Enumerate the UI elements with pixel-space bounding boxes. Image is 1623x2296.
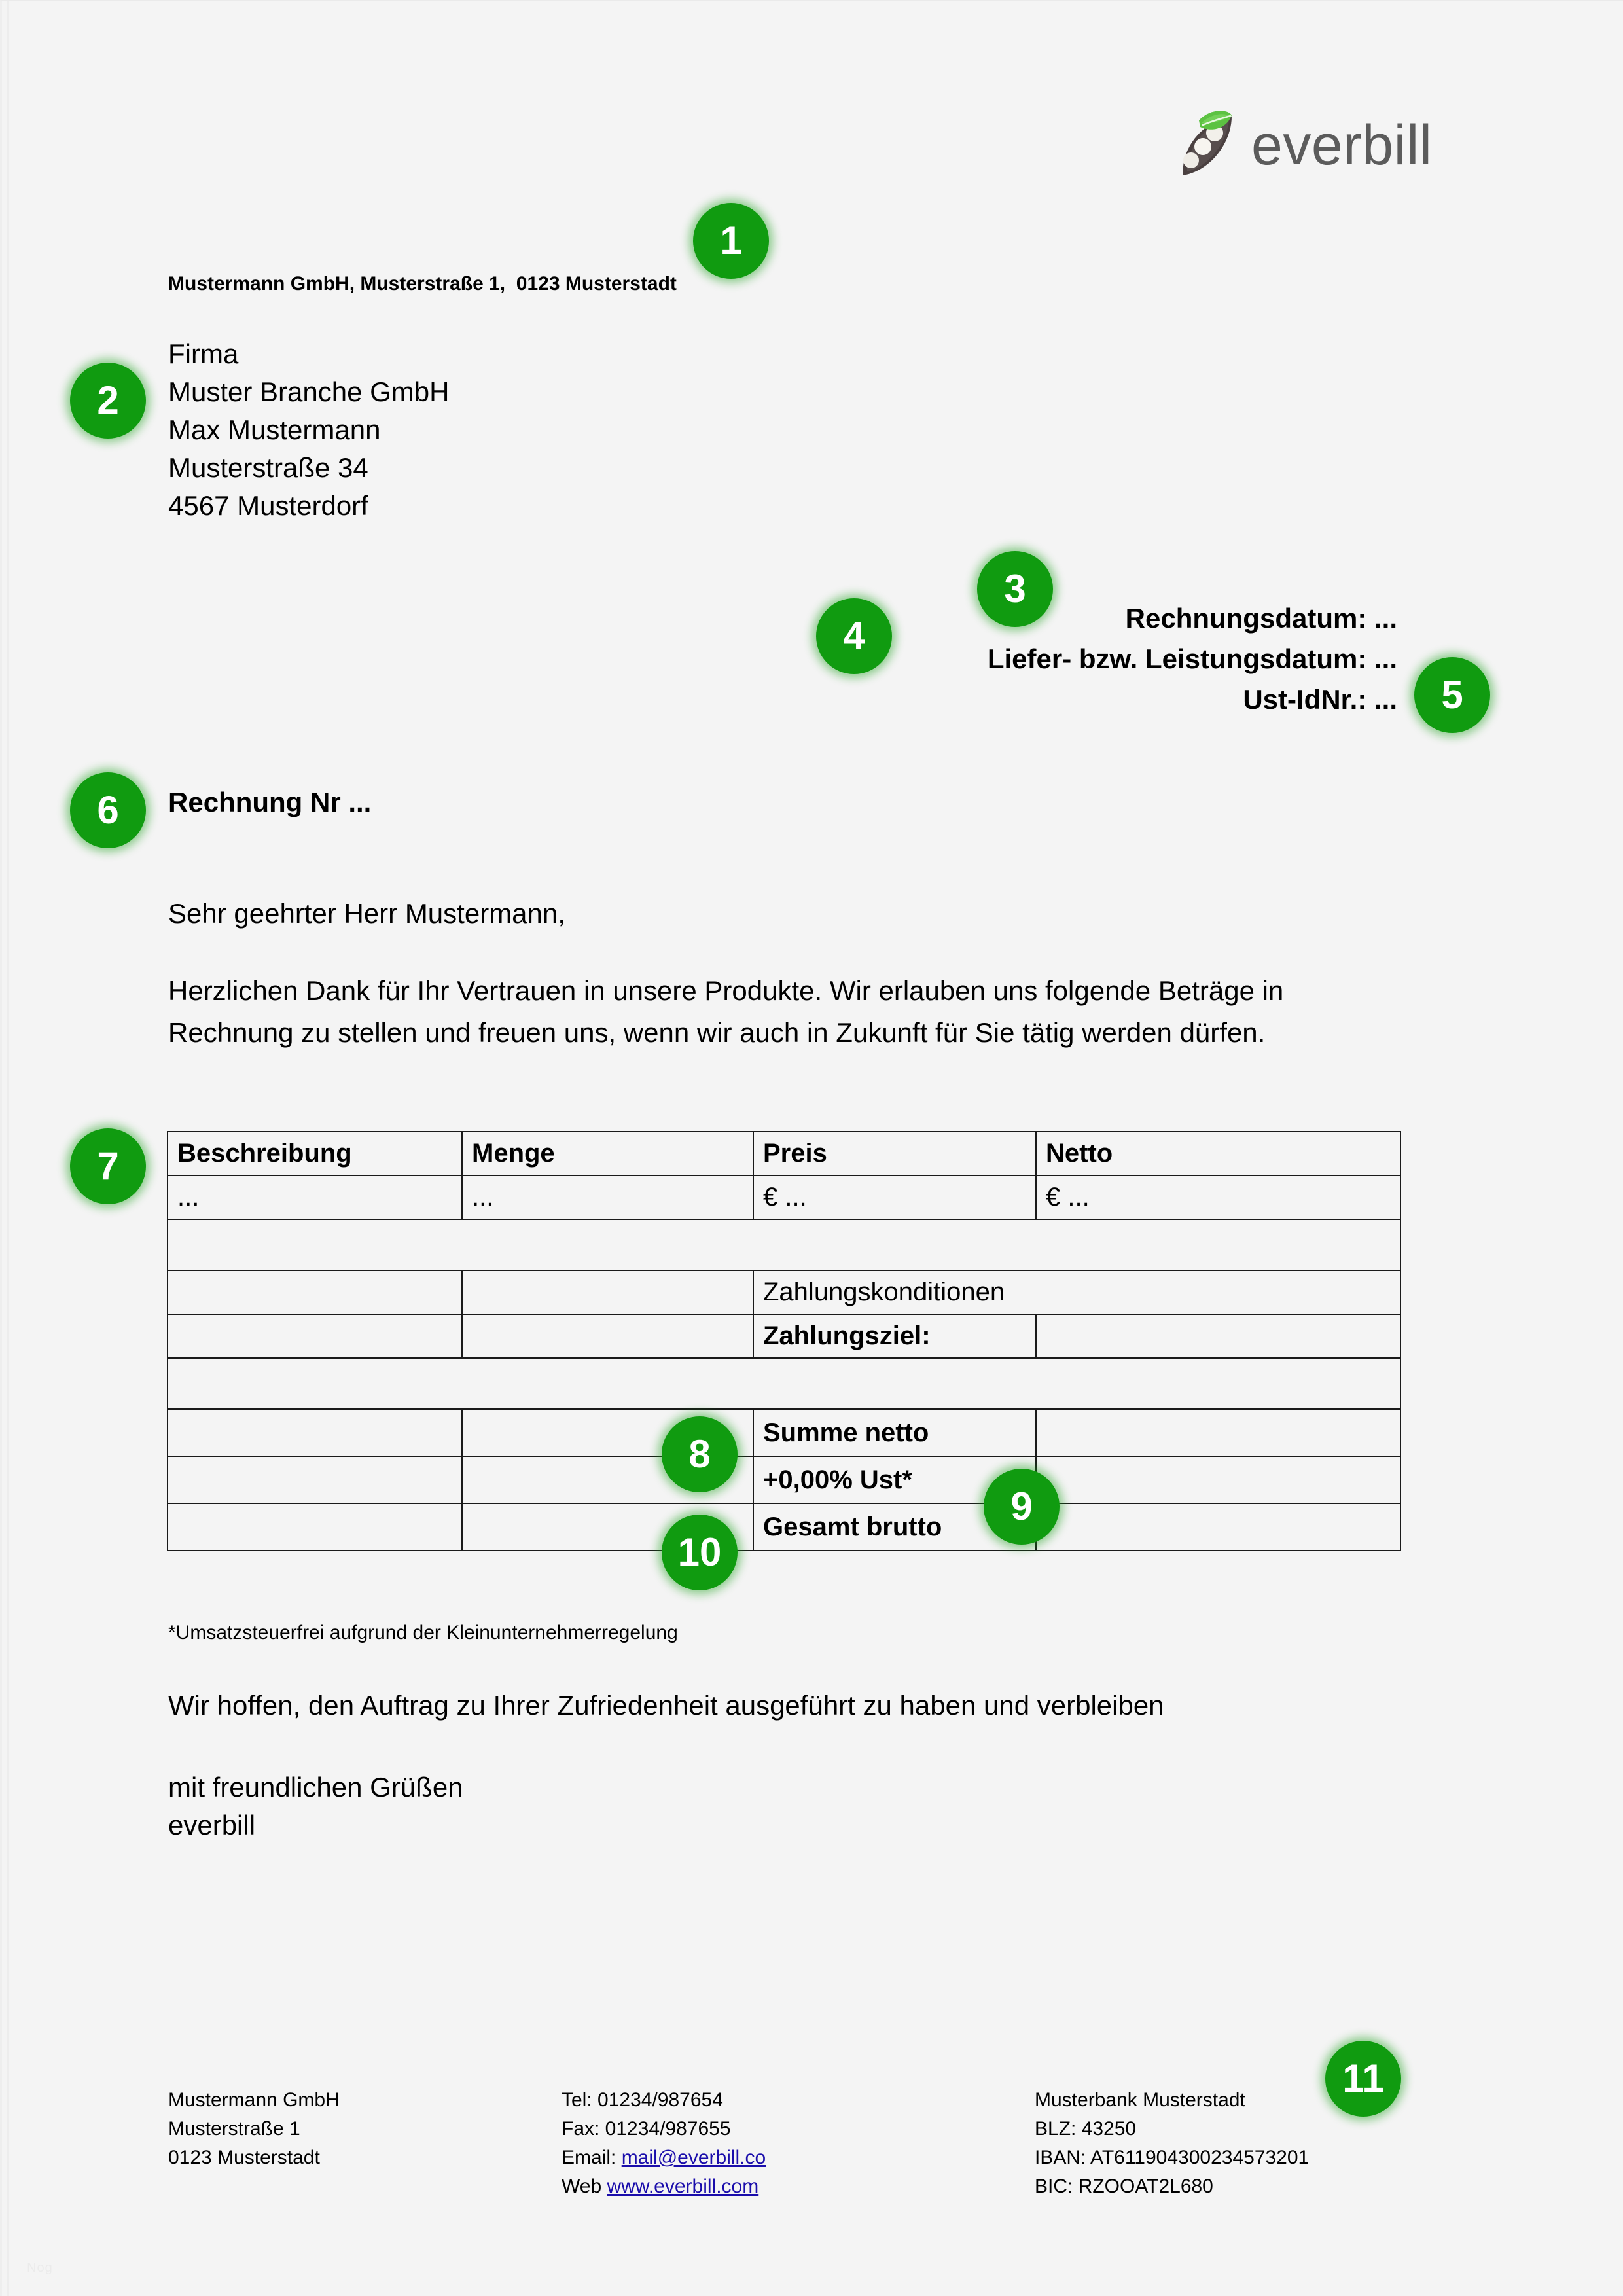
footer-bank-blz: BLZ: 43250 [1035, 2118, 1137, 2140]
empty-cell [168, 1456, 462, 1503]
vat-row [168, 1456, 1400, 1503]
table-spacer-row [168, 1358, 1400, 1409]
spacer-cell [168, 1219, 1400, 1270]
vat-id-line: Ust-IdNr.: ... [1243, 684, 1397, 715]
footer-email-link[interactable]: mail@everbill.co [621, 2147, 766, 2168]
marker-9[interactable]: 9 [984, 1469, 1060, 1545]
delivery-date-line: Liefer- bzw. Leistungsdatum: ... [987, 643, 1397, 674]
vat-value [1036, 1456, 1400, 1503]
sum-net-value [1036, 1409, 1400, 1456]
table-row [168, 1175, 1400, 1219]
total-gross-row [168, 1503, 1400, 1551]
marker-2[interactable]: 2 [70, 363, 146, 439]
signature-block [168, 1768, 463, 1844]
footer-bank-bic: BIC: RZOOAT2L680 [1035, 2176, 1213, 2197]
payment-due-value [1036, 1314, 1400, 1358]
invoice-date-line: Rechnungsdatum: ... [1125, 603, 1397, 634]
cell-description: ... [168, 1175, 462, 1219]
footer-web-row [562, 2172, 766, 2201]
recipient-line-2: Muster Branche GmbH [168, 376, 450, 407]
recipient-line-4: Musterstraße 34 [168, 452, 368, 483]
header-cell-description: Beschreibung [168, 1132, 462, 1175]
regards-line: mit freundlichen Grüßen [168, 1772, 463, 1803]
empty-cell [462, 1270, 753, 1314]
footer-web-link[interactable]: www.everbill.com [607, 2176, 759, 2197]
intro-paragraph: Herzlichen Dank für Ihr Vertrauen in unsere Produkte. Wir erlauben uns folgende Beträge in Rechnung zu stellen und freuen uns, wenn wir auch in Zukunft für Sie tätig werden dürfen. [168, 975, 1284, 1048]
table-header-row [168, 1132, 1400, 1175]
footer-company-name: Mustermann GmbH [168, 2089, 340, 2111]
marker-11[interactable]: 11 [1325, 2041, 1401, 2117]
invoice-number-heading: Rechnung Nr ... [168, 787, 372, 817]
header-cell-price: Preis [753, 1132, 1036, 1175]
marker-8[interactable]: 8 [662, 1416, 738, 1492]
payment-terms-row [168, 1270, 1400, 1314]
invoice-table [167, 1131, 1401, 1551]
header-cell-net: Netto [1036, 1132, 1400, 1175]
table-spacer-row [168, 1219, 1400, 1270]
logo-wordmark: everbill [1251, 114, 1433, 177]
footer-bank-iban: IBAN: AT611904300234573201 [1035, 2147, 1310, 2168]
recipient-line-5: 4567 Musterdorf [168, 490, 368, 521]
marker-4[interactable]: 4 [816, 598, 892, 674]
marker-5[interactable]: 5 [1414, 657, 1490, 733]
footer-bank-block [1035, 2086, 1309, 2201]
payment-due-label: Zahlungsziel: [753, 1314, 1036, 1358]
footer-company-block [168, 2086, 340, 2172]
total-gross-label: Gesamt brutto [753, 1503, 1036, 1551]
footer-web-label: Web [562, 2176, 607, 2197]
footer-fax: Fax: 01234/987655 [562, 2118, 731, 2140]
pea-pod-logo-icon [1164, 103, 1247, 187]
salutation-text: Sehr geehrter Herr Mustermann, [168, 898, 565, 929]
payment-due-row [168, 1314, 1400, 1358]
footer-tel: Tel: 01234/987654 [562, 2089, 723, 2111]
cell-price: € ... [753, 1175, 1036, 1219]
sender-address-line: Mustermann GmbH, Musterstraße 1, 0123 Musterstadt [168, 273, 677, 295]
vat-label: +0,00% Ust* [753, 1456, 1036, 1503]
marker-7[interactable]: 7 [70, 1128, 146, 1204]
spacer-cell [168, 1358, 1400, 1409]
recipient-line-1: Firma [168, 338, 239, 369]
footer-contact-block [562, 2086, 766, 2201]
everbill-logo [1164, 99, 1433, 191]
signature-name: everbill [168, 1810, 256, 1840]
empty-cell [168, 1314, 462, 1358]
footer-email-label: Email: [562, 2147, 622, 2168]
empty-cell [168, 1270, 462, 1314]
header-cell-quantity: Menge [462, 1132, 753, 1175]
empty-cell [168, 1503, 462, 1551]
marker-3[interactable]: 3 [977, 551, 1053, 627]
footer-company-street: Musterstraße 1 [168, 2118, 300, 2140]
recipient-line-3: Max Mustermann [168, 414, 381, 445]
page-watermark: Nog [27, 2261, 53, 2275]
empty-cell [462, 1314, 753, 1358]
marker-6[interactable]: 6 [70, 772, 146, 848]
cell-net: € ... [1036, 1175, 1400, 1219]
recipient-address-block [168, 335, 449, 525]
footer-company-city: 0123 Musterstadt [168, 2147, 320, 2168]
marker-1[interactable]: 1 [693, 203, 769, 279]
total-gross-value [1036, 1503, 1400, 1551]
invoice-meta-block [988, 598, 1397, 720]
footer-bank-name: Musterbank Musterstadt [1035, 2089, 1245, 2111]
empty-cell [168, 1409, 462, 1456]
cell-quantity: ... [462, 1175, 753, 1219]
sum-net-label: Summe netto [753, 1409, 1036, 1456]
marker-10[interactable]: 10 [662, 1515, 738, 1590]
payment-terms-label: Zahlungskonditionen [753, 1270, 1400, 1314]
vat-footnote: *Umsatzsteuerfrei aufgrund der Kleinunternehmerregelung [168, 1622, 678, 1643]
sum-net-row [168, 1409, 1400, 1456]
footer-email-row [562, 2144, 766, 2172]
closing-paragraph: Wir hoffen, den Auftrag zu Ihrer Zufriedenheit ausgeführt zu haben und verbleiben [168, 1690, 1164, 1721]
